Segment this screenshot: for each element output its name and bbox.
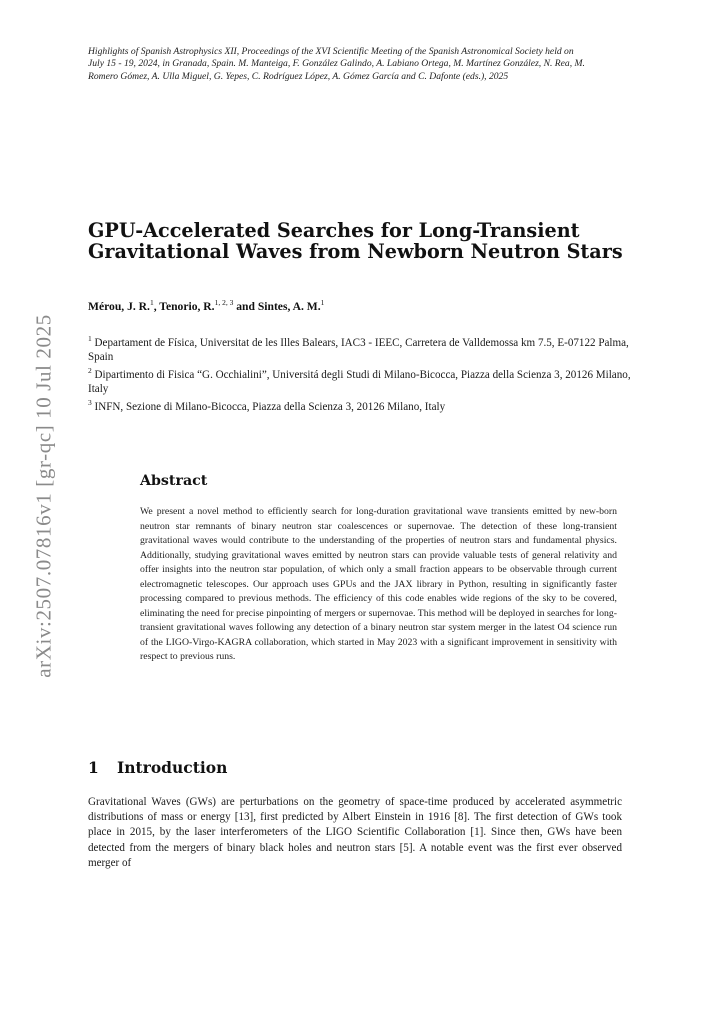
author-name: Tenorio, R. [159, 300, 215, 313]
arxiv-identifier[interactable]: arXiv:2507.07816v1 [gr-qc] 10 Jul 2025 [31, 314, 56, 678]
introduction-body [88, 795, 622, 871]
affiliation-item [88, 332, 636, 364]
affiliation-item [88, 396, 636, 414]
author-list [88, 296, 324, 314]
section-title: Introduction [117, 758, 228, 777]
author-separator: , [153, 300, 160, 313]
section-heading-introduction [88, 758, 227, 777]
author-name: Sintes, A. M. [257, 300, 321, 313]
title-line-1: GPU-Accelerated Searches for Long-Transient [88, 219, 580, 242]
section-number: 1 [88, 758, 99, 777]
proceedings-note: Highlights of Spanish Astrophysics XII, Proceedings of the XVI Scientific Meeting of the Spanish Astronomical Society held on July 15 - 19, 2024, in Granada, Spain. M. Manteiga, F. González Galindo, A. Labiano Ortega, M. Martínez González, N. Rea, M. Romero Gómez, A. Ulla Miguel, G. Yepes, C. Rodríguez López, A. Gómez García and C. Dafonte (eds.), 2025 [88, 46, 585, 82]
affiliation-item [88, 364, 636, 396]
affiliation-mark: 1 [88, 334, 92, 343]
abstract-body [140, 505, 617, 665]
author-affil-mark: 1 [320, 298, 325, 307]
abstract-heading: Abstract [140, 473, 208, 489]
affiliation-text: INFN, Sezione di Milano-Bicocca, Piazza della Scienza 3, 20126 Milano, Italy [94, 401, 446, 414]
affiliation-mark: 2 [88, 366, 92, 376]
author-name: Mérou, J. R. [88, 300, 150, 313]
author-and: and [233, 300, 258, 313]
introduction-text: Gravitational Waves (GWs) are perturbations on the geometry of space-time produced by accelerated asymmetric distributions of mass or energy [13], first predicted by Albert Einstein in 1916 [8]. The first detection of GWs took place in 2015, by the laser interferometers of the LIGO Scientific Collaboration [1]. Since then, GWs have been detected from the mergers of binary black holes and neutron stars [5]. A notable event was the first ever observed merger of [88, 796, 622, 869]
author-affil-mark: 1 [149, 298, 154, 307]
paper-title [88, 220, 648, 262]
affiliation-text: Dipartimento di Fisica “G. Occhialini”, Universitá degli Studi di Milano-Bicocca, Piazza della Scienza 3, 20126 Milano, Italy [88, 369, 631, 396]
title-line-2: Gravitational Waves from Newborn Neutron Stars [88, 240, 623, 263]
affiliation-text: Departament de Física, Universitat de les Illes Balears, IAC3 - IEEC, Carretera de Valldemossa km 7.5, E-07122 Palma, Spain [88, 337, 629, 364]
affiliation-mark: 3 [88, 398, 92, 408]
abstract-text: We present a novel method to efficiently search for long-duration gravitational wave transients emitted by new-born neutron star remnants of binary neutron star coalescences or supernovae. The detection of these long-transient gravitational waves would contribute to the understanding of the properties of neutron stars and fundamental physics. Additionally, studying gravitational waves emitted by neutron stars can provide valuable tests of general relativity and offer insights into the neutron star population, of which only a small fraction appears to be observable through current electromagnetic telescopes. Our approach uses GPUs and the JAX library in Python, resulting in significantly faster processing compared to previous methods. The efficiency of this code enables wide regions of the sky to be covered, eliminating the need for precise pinpointing of mergers or supernovae. This method will be deployed in searches for long-transient gravitational waves following any detection of a binary neutron star system merger in the latest O4 science run of the LIGO-Virgo-KAGRA collaboration, which started in May 2023 with a significant improvement in sensitivity with respect to previous runs. [140, 506, 617, 663]
affiliation-list [88, 332, 636, 414]
proceedings-header [88, 46, 588, 83]
author-affil-mark: 1, 2, 3 [214, 298, 234, 307]
